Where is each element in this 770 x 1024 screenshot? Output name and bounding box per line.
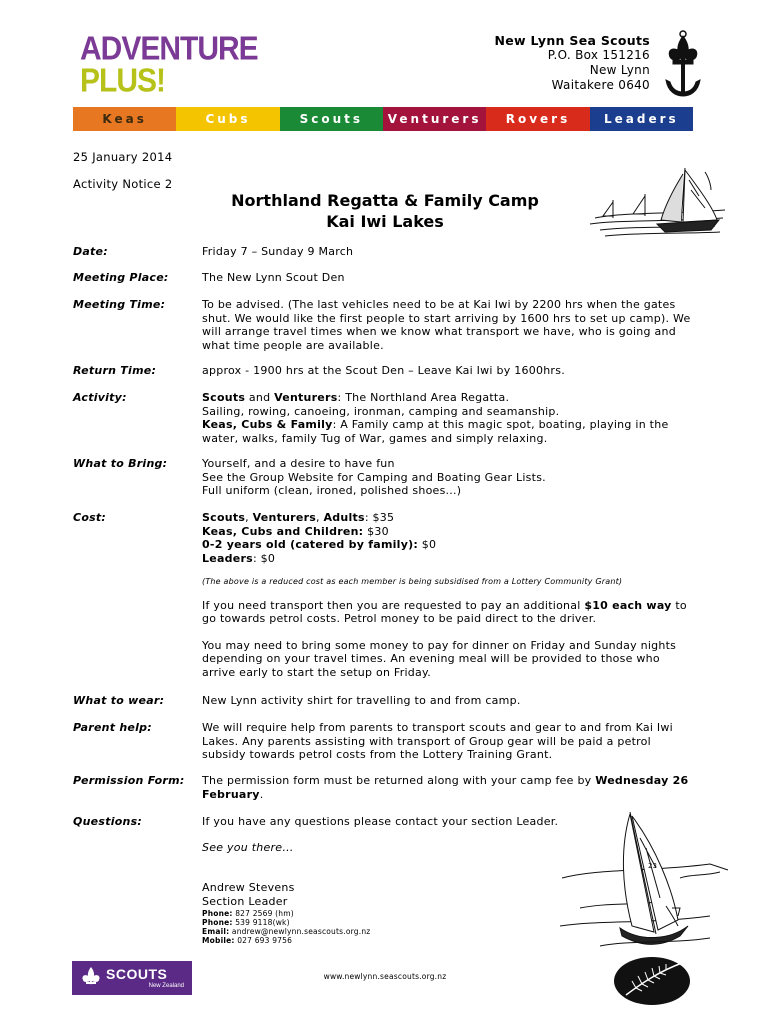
transport-text-c: to go towards petrol costs. Petrol money to be paid direct to the driver. [202,598,687,625]
activity-line-2: Sailing, rowing, canoeing, ironman, camping and seamanship. [202,404,560,418]
row-meeting-time [73,298,693,354]
label-wear: What to wear: [73,694,165,707]
cost-leaders: Leaders [202,551,253,565]
cost-venturers: Venturers [252,511,317,524]
value-permission [202,774,697,801]
cost-price-1: : $35 [364,511,395,524]
label-bring: What to Bring: [73,457,168,470]
activity-and: and [245,391,275,404]
cost-comma: , [245,511,253,524]
address-line: P.O. Box 151216 [547,48,650,62]
signature-name: Andrew Stevens [202,881,295,894]
row-permission [73,774,693,802]
scouts-logo-subtitle: New Zealand [148,983,184,989]
phone-label: Phone: [202,918,233,927]
value-meeting-place: The New Lynn Scout Den [202,271,345,284]
activity-line-3: : A Family camp at this magic spot, boating, playing in the water, walks, family Tug of War, games and simply relaxing. [202,418,669,445]
page-title [190,190,580,232]
row-date [73,245,693,259]
scouts-new-zealand-logo [72,961,192,995]
bring-line: See the Group Website for Camping and Boating Gear Lists. [202,470,546,484]
address-block [494,33,650,93]
logo-line-2: PLUS! [80,62,165,99]
email-label: Email: [202,927,230,936]
mobile-label: Mobile: [202,936,235,945]
label-permission: Permission Form: [73,774,185,787]
cost-keas: Keas, Cubs and Children: [202,524,364,538]
section-venturers: Venturers [383,107,486,131]
label-activity: Activity: [73,391,127,404]
value-parent-help: We will require help from parents to transport scouts and gear to and from Kai Iwi Lakes. Any parents assisting with transport of Group gear will be paid a petrol subsidy towards petrol costs from the Lottery Training Grant. [202,721,673,761]
activity-line-1: : The Northland Area Regatta. [337,391,510,404]
value-wear: New Lynn activity shirt for travelling to and from camp. [202,694,521,707]
sportsmark-fern-icon [612,955,692,1007]
value-date: Friday 7 – Sunday 9 March [202,245,354,258]
row-activity [73,391,693,447]
label-date: Date: [73,245,108,258]
bring-line: Full uniform (clean, ironed, polished shoes...) [202,484,462,497]
address-line: New Lynn [589,63,650,77]
section-keas: Keas [73,107,176,131]
activity-scouts: Scouts [202,391,246,404]
row-bring [73,457,693,499]
label-meeting-place: Meeting Place: [73,271,169,284]
label-questions: Questions: [73,815,143,828]
title-line-1: Northland Regatta & Family Camp [231,191,539,210]
row-parent-help [73,721,693,763]
see-you-text: See you there… [202,841,294,854]
section-rovers: Rovers [486,107,589,131]
row-return-time [73,364,693,378]
label-meeting-time: Meeting Time: [73,298,166,311]
section-bar [73,107,693,131]
notice-number: Activity Notice 2 [73,177,173,191]
value-return-time: approx - 1900 hrs at the Scout Den – Leave Kai Iwi by 1600hrs. [202,364,565,377]
sea-scouts-anchor-icon [660,30,706,102]
value-cost [202,511,697,679]
permission-text-a: The permission form must be returned along with your camp fee by [202,774,596,787]
cost-price-4: : $0 [252,551,276,565]
website-link[interactable]: www.newlynn.seascouts.org.nz [323,972,447,981]
title-line-2: Kai Iwi Lakes [326,212,444,231]
bring-line: Yourself, and a desire to have fun [202,457,395,470]
sailboats-illustration [585,160,730,245]
logo-line-1: ADVENTURE [80,30,258,67]
label-parent-help: Parent help: [73,721,152,734]
cost-price-2: $30 [363,524,389,538]
cost-adults: Adults [323,511,365,524]
label-cost: Cost: [73,511,107,524]
row-wear [73,694,693,708]
section-leaders: Leaders [590,107,693,131]
scouts-logo-title: SCOUTS [106,966,168,982]
mobile-number: 027 693 9756 [234,936,293,945]
cost-scouts: Scouts [202,511,246,524]
label-return-time: Return Time: [73,364,157,377]
transport-text-a: If you need transport then you are requested to pay an additional [202,598,585,612]
row-cost [73,511,693,686]
cost-young: 0-2 years old (catered by family): [202,538,419,551]
phone-work: 539 9118(wk) [232,918,290,927]
value-questions: If you have any questions please contact your section Leader. [202,815,559,828]
adventure-plus-logo [80,30,258,99]
value-bring [202,457,697,498]
value-activity [202,391,697,445]
sailing-dinghy-illustration [560,808,730,958]
permission-text-c: . [259,787,264,801]
value-meeting-time: To be advised. (The last vehicles need to be at Kai Iwi by 2200 hrs when the gates shut. We would like the first people to start arriving by 1600 hrs to set up camp). We will arrange travel times when we know what transport we have, who is going and what time people are available. [202,298,691,352]
permission-deadline: Wednesday 26 February [202,774,689,801]
notice-date: 25 January 2014 [73,150,173,164]
money-text: You may need to bring some money to pay for dinner on Friday and Sunday nights depending on your travel times. An evening meal will be provided to those who arrive early to start the setup on Friday. [202,638,677,679]
email-address[interactable]: andrew@newlynn.seascouts.org.nz [229,927,371,936]
svg-text:23: 23 [648,862,657,870]
row-meeting-place [73,271,693,285]
contact-details [202,909,370,945]
address-line: Waitakere 0640 [551,78,650,92]
phone-home: 827 2569 (hm) [232,909,294,918]
section-cubs: Cubs [176,107,279,131]
phone-label: Phone: [202,909,233,918]
cost-note: (The above is a reduced cost as each member is being subsidised from a Lottery Community Grant) [202,577,623,586]
cost-price-3: $0 [418,538,437,551]
activity-keas: Keas, Cubs & Family [202,418,333,431]
activity-venturers: Venturers [274,391,338,404]
transport-amount: $10 each way [584,598,672,612]
section-scouts: Scouts [280,107,383,131]
signature [202,881,502,908]
group-name: New Lynn Sea Scouts [494,33,650,48]
signature-role: Section Leader [202,894,288,908]
scouts-fleur-de-lis-icon [80,966,102,990]
cost-comma: , [316,511,324,524]
